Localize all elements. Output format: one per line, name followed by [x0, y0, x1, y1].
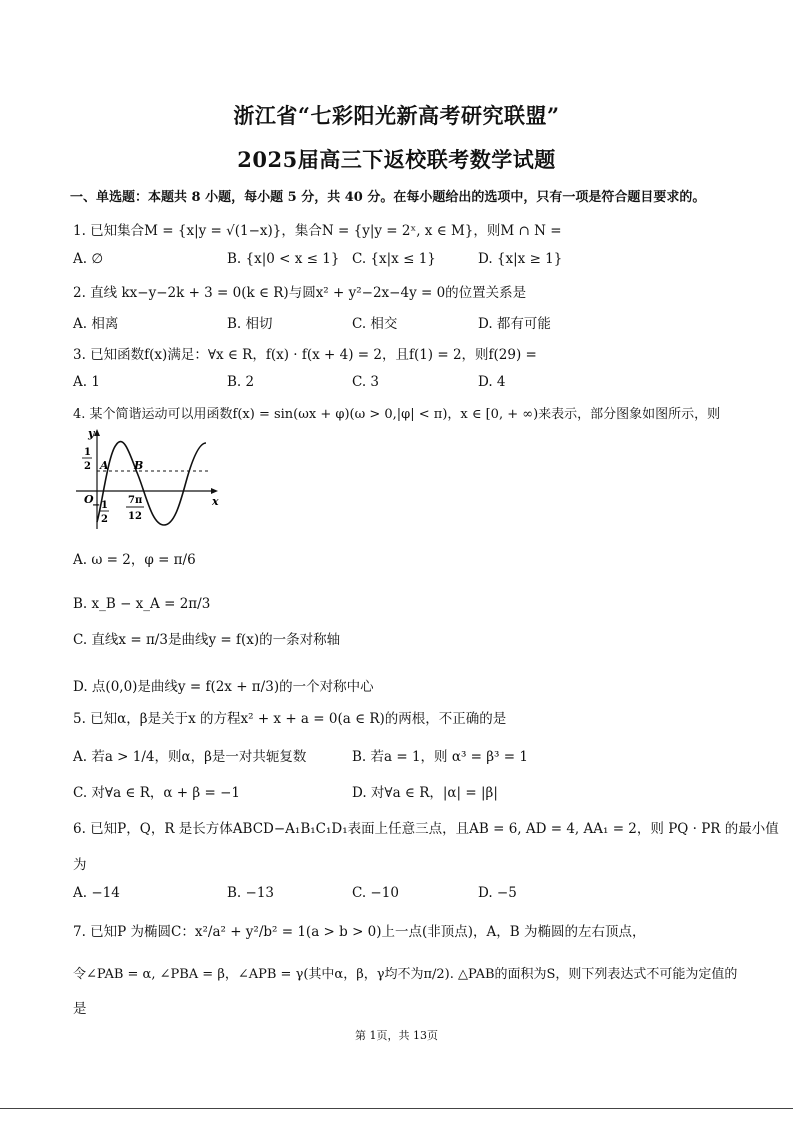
- section-heading: 一、单选题：本题共 8 小题，每小题 5 分，共 40 分。在每小题给出的选项中，只有一项是符合题目要求的。: [70, 190, 706, 205]
- x-axis-arrow: [211, 488, 218, 494]
- q2-option-c: C. 相交: [352, 316, 398, 332]
- neg-half-denominator: 2: [101, 514, 108, 525]
- q4-option-b: B. x_B − x_A = 2π/3: [73, 596, 211, 612]
- q6-option-a: A. −14: [73, 885, 120, 901]
- sine-graph-figure: [72, 425, 222, 535]
- question-5: 5. 已知α，β是关于x 的方程x² + x + a = 0(a ∈ R)的两根，不正确的是: [73, 711, 507, 727]
- q1-option-b: B. {x|0 < x ≤ 1}: [227, 251, 340, 267]
- q5-option-b: B. 若a = 1，则 α³ = β³ = 1: [352, 749, 528, 765]
- q5-option-c: C. 对∀a ∈ R，α + β = −1: [73, 785, 240, 801]
- q5-option-a: A. 若a > 1/4，则α，β是一对共轭复数: [73, 749, 307, 765]
- question-6-continued: 为: [73, 857, 87, 873]
- q2-option-a: A. 相离: [73, 316, 119, 332]
- q5-option-d: D. 对∀a ∈ R，|α| = |β|: [352, 785, 498, 801]
- exam-title-line2: 2025届高三下返校联考数学试题: [237, 147, 556, 172]
- x-axis-label: x: [212, 495, 219, 508]
- q2-option-d: D. 都有可能: [478, 316, 551, 332]
- question-7-line2: 令∠PAB = α, ∠PBA = β，∠APB = γ(其中α，β，γ均不为π/2). △PAB的面积为S，则下列表达式不可能为定值的: [73, 967, 738, 982]
- seven-pi-denominator: 12: [128, 511, 142, 522]
- question-4: 4. 某个简谐运动可以用函数f(x) = sin(ωx + φ)(ω > 0,|φ| < π)，x ∈ [0, + ∞)来表示，部分图象如图所示，则: [73, 407, 721, 422]
- q6-option-c: C. −10: [352, 885, 399, 901]
- q3-option-d: D. 4: [478, 374, 506, 390]
- q1-option-d: D. {x|x ≥ 1}: [478, 251, 563, 267]
- question-6: 6. 已知P，Q，R 是长方体ABCD−A₁B₁C₁D₁表面上任意三点，且AB = 6, AD = 4, AA₁ = 2，则 PQ · PR 的最小值: [73, 821, 779, 837]
- page-footer: 第 1页，共 13页: [355, 1029, 438, 1042]
- q6-option-b: B. −13: [227, 885, 274, 901]
- y-axis-label: y: [88, 427, 95, 440]
- exam-title-line1: 浙江省“七彩阳光新高考研究联盟”: [233, 103, 560, 128]
- half-denominator: 2: [84, 461, 91, 472]
- bottom-rule: [0, 1108, 793, 1109]
- q3-option-a: A. 1: [73, 374, 100, 390]
- q1-option-c: C. {x|x ≤ 1}: [352, 251, 436, 267]
- q1-option-a: A. ∅: [73, 251, 104, 267]
- question-7-line3: 是: [73, 1001, 87, 1017]
- neg-half-numerator: 1: [101, 500, 108, 511]
- question-7: 7. 已知P 为椭圆C：x²/a² + y²/b² = 1(a > b > 0)上一点(非顶点)，A，B 为椭圆的左右顶点，: [73, 924, 646, 940]
- question-3: 3. 已知函数f(x)满足：∀x ∈ R，f(x) · f(x + 4) = 2，且f(1) = 2，则f(29) =: [73, 347, 537, 363]
- q6-option-d: D. −5: [478, 885, 517, 901]
- half-numerator: 1: [84, 447, 91, 458]
- q4-option-d: D. 点(0,0)是曲线y = f(2x + π/3)的一个对称中心: [73, 679, 374, 695]
- point-b-label: B: [134, 459, 144, 472]
- neg-half-minus: −: [92, 500, 101, 511]
- seven-pi-numerator: 7π: [128, 495, 143, 506]
- origin-label: O: [84, 493, 94, 506]
- question-1: 1. 已知集合M = {x|y = √(1−x)}，集合N = {y|y = 2ˣ, x ∈ M}，则M ∩ N =: [73, 223, 562, 239]
- q4-option-a: A. ω = 2，φ = π/6: [73, 552, 196, 568]
- q4-option-c: C. 直线x = π/3是曲线y = f(x)的一条对称轴: [73, 632, 341, 648]
- q3-option-b: B. 2: [227, 374, 255, 390]
- point-a-label: A: [100, 459, 109, 472]
- sine-curve: [97, 442, 206, 525]
- question-2: 2. 直线 kx−y−2k + 3 = 0(k ∈ R)与圆x² + y²−2x−4y = 0的位置关系是: [73, 285, 527, 301]
- y-axis-arrow: [94, 429, 100, 436]
- q2-option-b: B. 相切: [227, 316, 273, 332]
- q3-option-c: C. 3: [352, 374, 380, 390]
